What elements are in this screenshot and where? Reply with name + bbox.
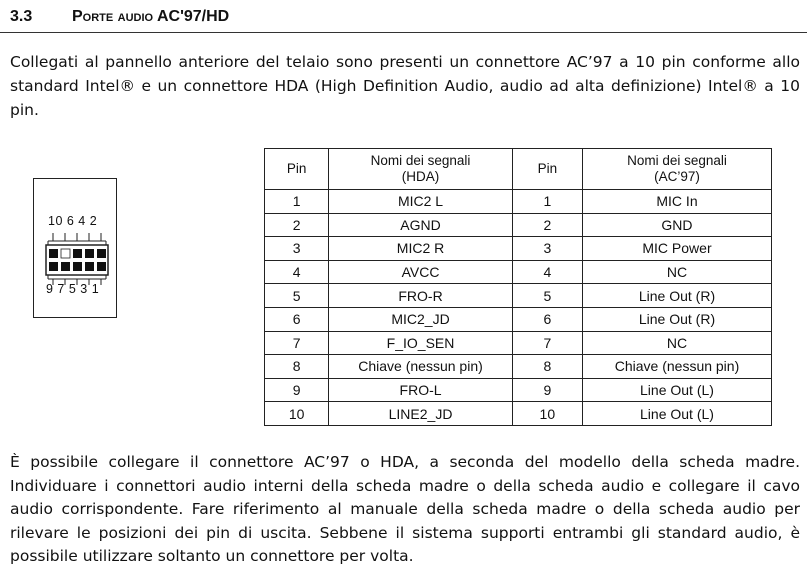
cell-ac97: Line Out (R) [582,284,771,308]
table-row [265,260,772,284]
outro-paragraph: È possibile collegare il connettore AC’97 o HDA, a seconda del modello della scheda madre. Individuare i connettori audio interni della scheda madre o della scheda audio e collegare il cavo audio corrispondente. Fare riferimento al manuale della scheda madre o della scheda audio per rilevare le posizioni dei pin di uscita. Sebbene il sistema supporti entrambi gli standard audio, è possibile utilizzare soltanto un connettore per volta. [10,453,800,565]
header-ac97: Nomi dei segnali (AC’97) [582,149,771,190]
intro-paragraph: Collegati al pannello anteriore del telaio sono presenti un connettore AC’97 a 10 pin conforme allo standard Intel® e un connettore HDA (High Definition Audio, audio ad alta definizione) Intel® a 10 pin. [10,53,800,119]
section-header [0,0,807,33]
cell-pin: 6 [265,307,329,331]
cell-ac97: MIC Power [582,237,771,261]
cell-hda: MIC2_JD [329,307,512,331]
section-number: 3.3 [10,8,33,25]
connector-diagram [33,178,117,318]
cell-pin2: 7 [512,331,582,355]
cell-pin: 4 [265,260,329,284]
cell-pin2: 4 [512,260,582,284]
cell-pin: 2 [265,213,329,237]
cell-ac97: Line Out (L) [582,402,771,426]
cell-hda: F_IO_SEN [329,331,512,355]
table-row [265,355,772,379]
cell-pin2: 3 [512,237,582,261]
cell-pin2: 2 [512,213,582,237]
connector-top-label: 10 6 4 2 [48,214,98,228]
cell-hda: MIC2 R [329,237,512,261]
table-row [265,213,772,237]
cell-pin2: 9 [512,378,582,402]
cell-pin: 10 [265,402,329,426]
cell-hda: MIC2 L [329,190,512,214]
cell-hda: AVCC [329,260,512,284]
cell-ac97: NC [582,260,771,284]
cell-pin2: 5 [512,284,582,308]
header-pin: Pin [265,149,329,190]
section-title: Porte audio AC'97/HD [72,8,230,25]
cell-hda: FRO-R [329,284,512,308]
table-row [265,331,772,355]
table-row [265,237,772,261]
cell-ac97: Chiave (nessun pin) [582,355,771,379]
header-pin2: Pin [512,149,582,190]
cell-pin2: 8 [512,355,582,379]
cell-hda: AGND [329,213,512,237]
header-hda: Nomi dei segnali (HDA) [329,149,512,190]
cell-pin2: 1 [512,190,582,214]
cell-hda: FRO-L [329,378,512,402]
table-row [265,190,772,214]
table-body [265,190,772,426]
table-row [265,307,772,331]
cell-ac97: NC [582,331,771,355]
cell-ac97: Line Out (R) [582,307,771,331]
cell-ac97: Line Out (L) [582,378,771,402]
table-row [265,378,772,402]
cell-pin: 9 [265,378,329,402]
connector-bottom-label: 9 7 5 3 1 [46,282,100,296]
table-row [265,402,772,426]
cell-pin2: 6 [512,307,582,331]
table-row [265,284,772,308]
cell-pin: 1 [265,190,329,214]
cell-hda: Chiave (nessun pin) [329,355,512,379]
cell-pin: 7 [265,331,329,355]
connector-pins-graphic [34,179,118,319]
cell-ac97: GND [582,213,771,237]
cell-pin: 5 [265,284,329,308]
table-header-row [265,149,772,190]
cell-hda: LINE2_JD [329,402,512,426]
cell-pin2: 10 [512,402,582,426]
cell-pin: 3 [265,237,329,261]
cell-pin: 8 [265,355,329,379]
cell-ac97: MIC In [582,190,771,214]
pin-table [264,148,772,426]
